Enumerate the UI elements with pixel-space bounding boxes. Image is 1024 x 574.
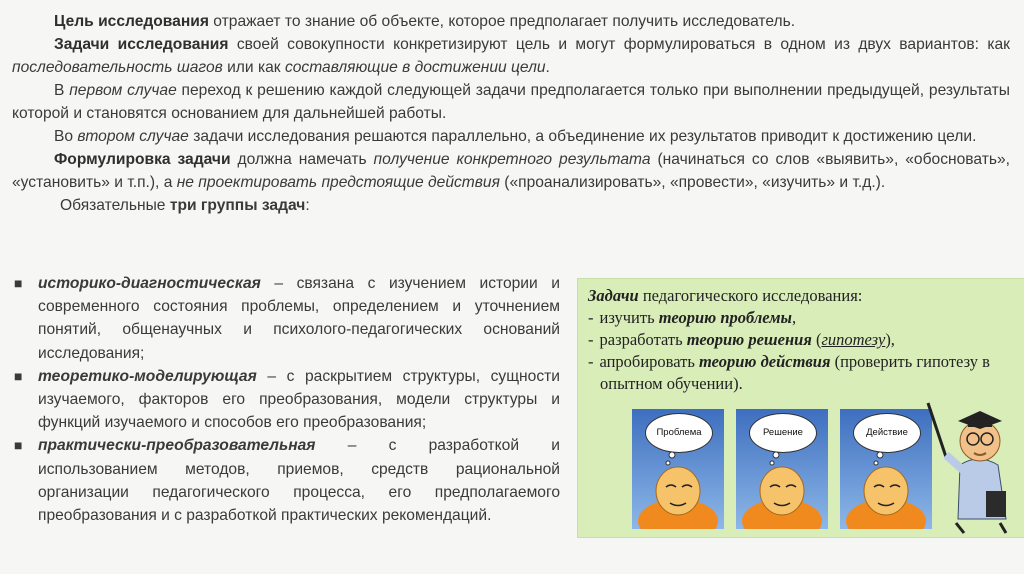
paragraph-goal <box>12 10 1010 33</box>
text-span: («проанализировать», «провести», «изучить» и т.д.). <box>499 174 886 191</box>
paragraph-first-case <box>12 79 1010 125</box>
group-name: практически-преобразовательная <box>38 437 316 455</box>
thinker-panel-problem <box>632 409 724 529</box>
text-span: апробировать <box>599 352 699 371</box>
list-item <box>12 434 560 527</box>
group-text: – связана с изучением истории и современного состояния проблемы, определением и уточнением понятий, общенаучных и психолого-педагогических оснований исследования; <box>38 275 560 362</box>
dash-icon: - <box>588 352 594 371</box>
cloud-solution: Решение <box>749 413 817 453</box>
paragraph-tasks <box>12 33 1010 79</box>
text-span: своей совокупности конкретизируют цель и могут формулироваться в одном из двух вариантов: как <box>228 36 1010 53</box>
underlined-span: гипотезу <box>821 330 886 349</box>
figure-line-1 <box>588 307 1018 329</box>
text-span: ( <box>811 330 822 349</box>
thinker-panel-solution <box>736 409 828 529</box>
text-span: изучить <box>599 308 659 327</box>
text-span: Во <box>54 128 78 145</box>
tasks-figure <box>577 278 1024 538</box>
italic-span: не проектировать предстоящие действия <box>176 174 500 191</box>
text-span: , <box>791 308 797 327</box>
text-span: . <box>545 59 550 76</box>
text-span: : <box>305 197 310 214</box>
formulation-term: Формулировка задачи <box>54 151 231 168</box>
bold-italic-span: теорию проблемы <box>658 308 792 327</box>
italic-span: первом случае <box>69 82 177 99</box>
professor-icon <box>920 395 1020 535</box>
text-span: разработать <box>599 330 687 349</box>
paragraph-formulation <box>12 148 1010 194</box>
bullet-icon: ■ <box>14 437 23 454</box>
paragraph-second-case <box>12 125 1010 148</box>
text-span: В <box>54 82 70 99</box>
groups-title <box>60 194 1010 217</box>
text-span: должна намечать <box>230 151 374 168</box>
italic-span: составляющие в достижении цели <box>284 59 546 76</box>
slide-content <box>12 10 1010 566</box>
cloud-action: Действие <box>853 413 921 453</box>
bullet-icon: ■ <box>14 275 23 291</box>
text-span: задачи исследования решаются параллельно, а объединение их результатов приводит к достижению цели. <box>188 128 977 145</box>
thinker-icon <box>632 409 724 529</box>
bold-italic-span: теорию решения <box>686 330 812 349</box>
thinker-panel-action <box>840 409 932 529</box>
dash-icon: - <box>588 308 594 327</box>
figure-line-3 <box>588 351 1018 395</box>
bullet-icon: ■ <box>14 367 23 384</box>
text-span: или как <box>222 59 285 76</box>
text-span: переход к решению каждой следующей задачи предполагается только при выполнении предыдущей, результаты которой и становятся основанием для дальнейшей работы. <box>12 82 1010 122</box>
group-name: историко-диагностическая <box>38 275 261 292</box>
goal-term: Цель исследования <box>54 13 209 30</box>
text-span: (начинаться со слов «выявить», «обосновать», «установить» и т.п.), а <box>12 151 1011 191</box>
figure-line-2 <box>588 329 1018 351</box>
heading-rest: педагогического исследования: <box>638 286 863 305</box>
cloud-problem: Проблема <box>645 413 713 453</box>
group-text: – с раскрытием структуры, сущности изучаемого, факторов его преобразования, модели структуры и функций изучаемого и способов его преобразования; <box>38 367 560 432</box>
task-groups-list <box>12 272 560 527</box>
bold-span: три группы задач <box>169 197 306 214</box>
figure-text <box>588 285 1018 395</box>
heading-bold: Задачи <box>588 286 639 305</box>
italic-span: втором случае <box>77 128 189 145</box>
bold-italic-span: теорию действия <box>699 352 831 371</box>
thinker-icon <box>736 409 828 529</box>
text-span: (проверить гипотезу в опытном обучении). <box>600 352 990 393</box>
text-span: ), <box>885 330 895 349</box>
list-item <box>12 272 560 365</box>
thinker-icon <box>840 409 932 529</box>
list-item <box>12 365 560 435</box>
group-name: теоретико-моделирующая <box>38 367 257 385</box>
dash-icon: - <box>588 330 594 349</box>
italic-span: получение конкретного результата <box>373 151 651 168</box>
tasks-term: Задачи исследования <box>54 36 229 53</box>
group-text: – с разработкой и использованием методов, приемов, средств рациональной организации педагогического процесса, его предполагаемого преобразования и с разработкой практических рекомендаций. <box>38 437 560 525</box>
figure-heading <box>588 285 1018 307</box>
italic-span: последовательность шагов <box>12 59 223 76</box>
goal-text: отражает то знание об объекте, которое предполагает получить исследователь. <box>208 13 796 30</box>
text-span: Обязательные <box>60 197 170 214</box>
